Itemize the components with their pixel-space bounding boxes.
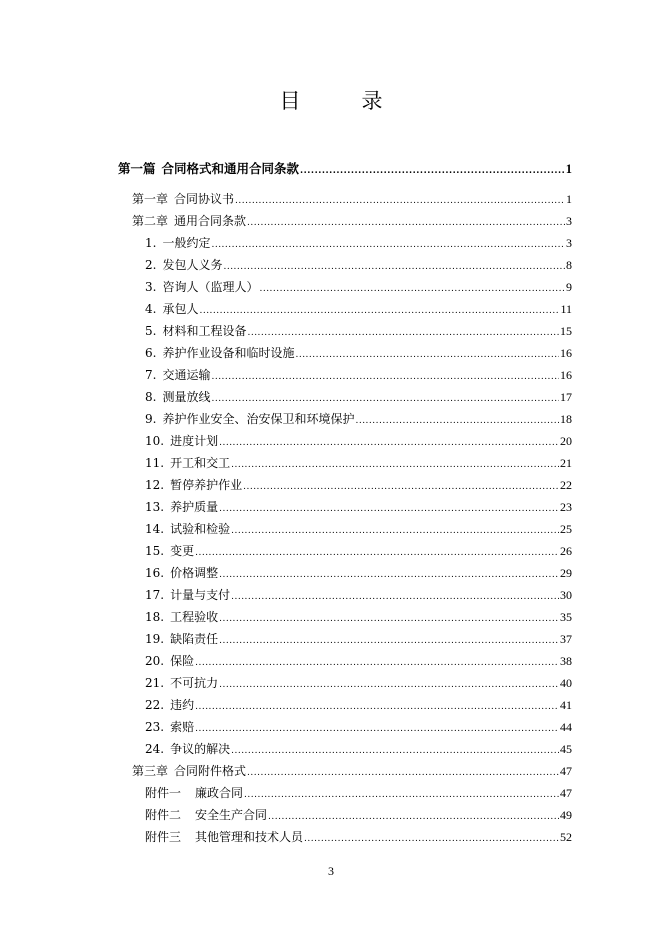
- toc-entry-page: 11: [560, 302, 572, 316]
- toc-entry-number: 第三章: [132, 764, 169, 778]
- toc-dot-leader: [219, 435, 559, 451]
- toc-entry-label: [145, 499, 218, 515]
- toc-entry-number: 11.: [145, 456, 165, 470]
- toc-entry-number: 4.: [145, 302, 157, 316]
- toc-entry-title: 不可抗力: [170, 676, 219, 690]
- toc-entry-number: 7.: [145, 368, 157, 382]
- toc-dot-leader: [300, 163, 565, 179]
- toc-entry-number: 22.: [145, 698, 165, 712]
- toc-entry-page: 16: [560, 346, 572, 360]
- toc-entry-section-6[interactable]: [145, 345, 572, 363]
- toc-entry-section-2[interactable]: [145, 257, 572, 275]
- toc-entry-page: 1: [566, 192, 572, 206]
- toc-entry-page: 20: [560, 434, 572, 448]
- toc-entry-title: 咨询人（监理人）: [162, 280, 259, 294]
- toc-entry-title: 违约: [170, 698, 195, 712]
- toc-dot-leader: [231, 743, 559, 759]
- toc-dot-leader: [219, 633, 559, 649]
- toc-entry-number: 附件一: [145, 786, 182, 800]
- toc-entry-section-19[interactable]: [145, 631, 572, 649]
- toc-entry-section-17[interactable]: [145, 587, 572, 605]
- toc-entry-section-23[interactable]: [145, 719, 572, 737]
- toc-entry-page: 26: [560, 544, 572, 558]
- toc-entry-number: 附件三: [145, 830, 182, 844]
- toc-entry-number: 第二章: [132, 214, 169, 228]
- toc-entry-number: 9.: [145, 412, 157, 426]
- toc-entry-title: 廉政合同: [195, 786, 244, 800]
- toc-entry-label: [145, 235, 210, 251]
- toc-entry-section-21[interactable]: [145, 675, 572, 693]
- toc-entry-title: 争议的解决: [170, 742, 231, 756]
- toc-entry-label: [145, 279, 258, 295]
- toc-entry-label: [145, 807, 267, 823]
- toc-dot-leader: [259, 281, 565, 297]
- toc-entry-title: 通用合同条款: [174, 214, 247, 228]
- toc-entry-label: [145, 543, 194, 559]
- toc-dot-leader: [211, 237, 565, 253]
- toc-dot-leader: [211, 391, 559, 407]
- toc-entry-number: 1.: [145, 236, 157, 250]
- toc-entry-label: [145, 829, 303, 845]
- toc-entry-number: 10.: [145, 434, 165, 448]
- toc-entry-label: [145, 675, 218, 691]
- toc-entry-number: 14.: [145, 522, 165, 536]
- toc-entry-section-4[interactable]: [145, 301, 572, 319]
- toc-dot-leader: [199, 303, 559, 319]
- toc-entry-section-11[interactable]: [145, 455, 572, 473]
- toc-entry-title: 计量与支付: [170, 588, 231, 602]
- toc-dot-leader: [355, 413, 559, 429]
- toc-entry-label: [145, 609, 218, 625]
- toc-entry-page: 21: [560, 456, 572, 470]
- toc-entry-page: 3: [566, 236, 572, 250]
- toc-entry-page: 44: [560, 720, 572, 734]
- toc-entry-section-1[interactable]: [145, 235, 572, 253]
- toc-entry-title: 开工和交工: [170, 456, 231, 470]
- toc-entry-title: 价格调整: [170, 566, 219, 580]
- toc-entry-appendix-3[interactable]: [145, 829, 572, 847]
- toc-dot-leader: [304, 831, 559, 847]
- toc-entry-section-9[interactable]: [145, 411, 572, 429]
- toc-entry-title: 试验和检验: [170, 522, 231, 536]
- toc-entry-number: 8.: [145, 390, 157, 404]
- toc-entry-page: 9: [566, 280, 572, 294]
- toc-entry-section-18[interactable]: [145, 609, 572, 627]
- toc-entry-label: [118, 161, 299, 177]
- toc-entry-title: 进度计划: [170, 434, 219, 448]
- toc-entry-page: 47: [560, 786, 572, 800]
- toc-dot-leader: [223, 259, 565, 275]
- toc-entry-label: [145, 697, 194, 713]
- toc-entry-number: 附件二: [145, 808, 182, 822]
- toc-entry-title: 养护质量: [170, 500, 219, 514]
- toc-dot-leader: [219, 677, 559, 693]
- toc-entry-label: [145, 477, 242, 493]
- toc-entry-number: 第一章: [132, 192, 169, 206]
- toc-entry-section-15[interactable]: [145, 543, 572, 561]
- toc-entry-section-12[interactable]: [145, 477, 572, 495]
- toc-entry-title: 养护作业设备和临时设施: [162, 346, 295, 360]
- toc-entry-page: 15: [560, 324, 572, 338]
- toc-entry-label: [145, 521, 230, 537]
- toc-entry-part-1[interactable]: [118, 161, 572, 179]
- toc-entry-number: 18.: [145, 610, 165, 624]
- toc-entry-number: 13.: [145, 500, 165, 514]
- toc-entry-chapter-3[interactable]: [132, 763, 572, 781]
- toc-entry-section-10[interactable]: [145, 433, 572, 451]
- toc-entry-number: 12.: [145, 478, 165, 492]
- toc-dot-leader: [247, 215, 565, 231]
- toc-entry-section-14[interactable]: [145, 521, 572, 539]
- toc-entry-title: 测量放线: [162, 390, 211, 404]
- toc-entry-page: 35: [560, 610, 572, 624]
- toc-entry-section-22[interactable]: [145, 697, 572, 715]
- toc-entry-appendix-2[interactable]: [145, 807, 572, 825]
- toc-dot-leader: [219, 567, 559, 583]
- toc-entry-label: [145, 411, 354, 427]
- toc-entry-number: 15.: [145, 544, 165, 558]
- toc-dot-leader: [247, 765, 559, 781]
- toc-entry-number: 2.: [145, 258, 157, 272]
- toc-entry-page: 17: [560, 390, 572, 404]
- toc-entry-label: [145, 433, 218, 449]
- toc-entry-title: 保险: [170, 654, 195, 668]
- toc-entry-page: 30: [560, 588, 572, 602]
- toc-entry-number: 3.: [145, 280, 157, 294]
- toc-entry-page: 47: [560, 764, 572, 778]
- toc-entry-title: 安全生产合同: [195, 808, 268, 822]
- toc-entry-label: [145, 587, 230, 603]
- toc-entry-page: 16: [560, 368, 572, 382]
- toc-dot-leader: [195, 699, 559, 715]
- toc-entry-label: [145, 719, 194, 735]
- toc-entry-label: [145, 631, 218, 647]
- toc-dot-leader: [219, 501, 559, 517]
- page-title: 目 录: [279, 89, 403, 113]
- toc-entry-page: 22: [560, 478, 572, 492]
- toc-entry-label: [145, 741, 230, 757]
- toc-entry-label: [145, 345, 294, 361]
- toc-dot-leader: [295, 347, 559, 363]
- toc-entry-title: 一般约定: [162, 236, 211, 250]
- toc-dot-leader: [219, 611, 559, 627]
- toc-entry-page: 37: [560, 632, 572, 646]
- toc-entry-number: 23.: [145, 720, 165, 734]
- toc-entry-label: [132, 213, 246, 229]
- toc-entry-page: 25: [560, 522, 572, 536]
- toc-dot-leader: [231, 589, 559, 605]
- toc-entry-title: 合同协议书: [174, 192, 235, 206]
- toc-entry-title: 发包人义务: [162, 258, 223, 272]
- toc-entry-number: 第一篇: [118, 161, 156, 176]
- toc-entry-title: 其他管理和技术人员: [195, 830, 304, 844]
- toc-entry-title: 交通运输: [162, 368, 211, 382]
- toc-dot-leader: [195, 545, 559, 561]
- toc-entry-page: 29: [560, 566, 572, 580]
- toc-entry-number: 17.: [145, 588, 165, 602]
- toc-entry-title: 缺陷责任: [170, 632, 219, 646]
- toc-entry-title: 暂停养护作业: [170, 478, 243, 492]
- toc-entry-number: 20.: [145, 654, 165, 668]
- toc-entry-page: 49: [560, 808, 572, 822]
- toc-entry-page: 52: [560, 830, 572, 844]
- toc-entry-label: [145, 653, 194, 669]
- toc-dot-leader: [243, 479, 559, 495]
- toc-entry-page: 1: [565, 162, 572, 176]
- toc-entry-title: 承包人: [162, 302, 199, 316]
- page-number: 3: [328, 864, 334, 878]
- toc-entry-label: [145, 301, 198, 317]
- toc-entry-page: 23: [560, 500, 572, 514]
- toc-entry-label: [132, 763, 246, 779]
- toc-entry-number: 24.: [145, 742, 165, 756]
- toc-entry-number: 16.: [145, 566, 165, 580]
- toc-entry-label: [145, 565, 218, 581]
- toc-entry-label: [145, 455, 230, 471]
- toc-entry-page: 41: [560, 698, 572, 712]
- toc-dot-leader: [231, 523, 559, 539]
- toc-entry-page: 38: [560, 654, 572, 668]
- toc-entry-page: 40: [560, 676, 572, 690]
- toc-entry-chapter-1[interactable]: [132, 191, 572, 209]
- toc-entry-label: [132, 191, 234, 207]
- toc-entry-page: 18: [560, 412, 572, 426]
- toc-entry-title: 合同格式和通用合同条款: [161, 161, 300, 176]
- toc-entry-appendix-1[interactable]: [145, 785, 572, 803]
- toc-entry-chapter-2[interactable]: [132, 213, 572, 231]
- toc-dot-leader: [231, 457, 559, 473]
- toc-entry-page: 8: [566, 258, 572, 272]
- toc-entry-label: [145, 323, 246, 339]
- toc-entry-title: 变更: [170, 544, 195, 558]
- toc-entry-label: [145, 389, 210, 405]
- toc-dot-leader: [235, 193, 565, 209]
- toc-entry-title: 索赔: [170, 720, 195, 734]
- toc-entry-title: 工程验收: [170, 610, 219, 624]
- toc-entry-section-24[interactable]: [145, 741, 572, 759]
- toc-entry-section-8[interactable]: [145, 389, 572, 407]
- toc-dot-leader: [195, 721, 559, 737]
- toc-entry-section-5[interactable]: [145, 323, 572, 341]
- toc-dot-leader: [244, 787, 559, 803]
- toc-entry-title: 材料和工程设备: [162, 324, 247, 338]
- toc-entry-label: [145, 257, 222, 273]
- toc-entry-number: 5.: [145, 324, 157, 338]
- toc-entry-section-3[interactable]: [145, 279, 572, 297]
- toc-entry-section-20[interactable]: [145, 653, 572, 671]
- toc-dot-leader: [247, 325, 559, 341]
- toc-entry-number: 19.: [145, 632, 165, 646]
- toc-entry-section-16[interactable]: [145, 565, 572, 583]
- toc-entry-page: 45: [560, 742, 572, 756]
- toc-entry-title: 养护作业安全、治安保卫和环境保护: [162, 412, 355, 426]
- toc-entry-label: [145, 785, 243, 801]
- toc-entry-page: 3: [566, 214, 572, 228]
- toc-dot-leader: [268, 809, 559, 825]
- toc-entry-section-7[interactable]: [145, 367, 572, 385]
- toc-entry-number: 21.: [145, 676, 165, 690]
- toc-entry-title: 合同附件格式: [174, 764, 247, 778]
- toc-entry-number: 6.: [145, 346, 157, 360]
- toc-dot-leader: [195, 655, 559, 671]
- toc-entry-section-13[interactable]: [145, 499, 572, 517]
- toc-dot-leader: [211, 369, 559, 385]
- toc-entry-label: [145, 367, 210, 383]
